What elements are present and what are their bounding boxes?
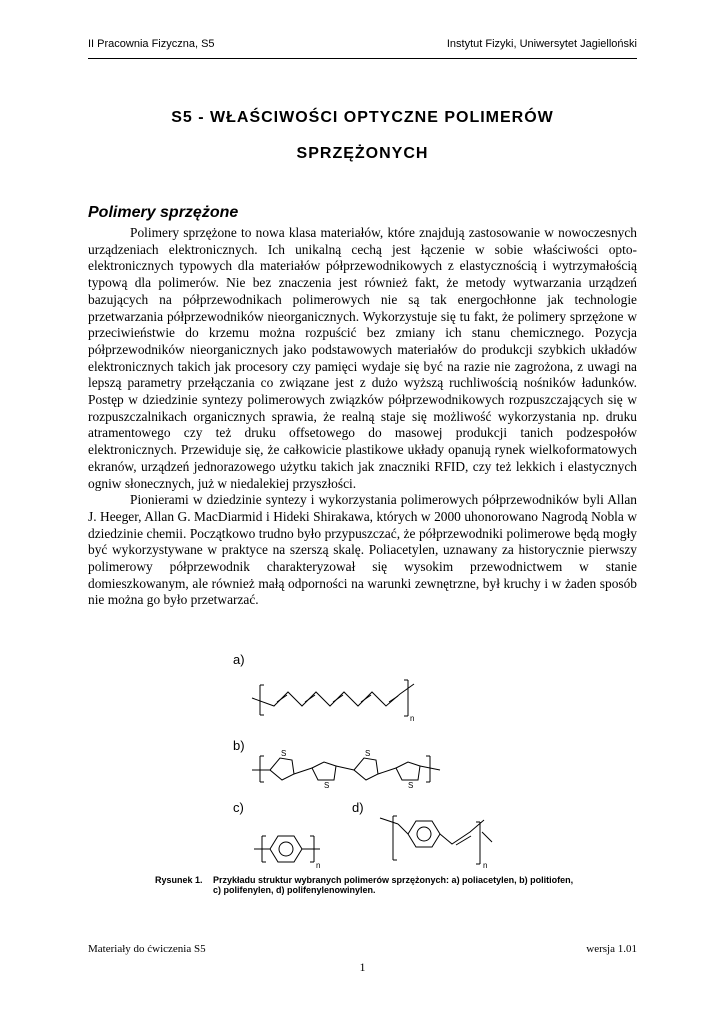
subscript-n-c: n (316, 861, 321, 870)
section-heading: Polimery sprzężone (88, 204, 239, 221)
structure-drawings (230, 650, 510, 875)
footer-right: wersja 1.01 (586, 943, 637, 955)
title-line-2: SPRZĘŻONYCH (296, 145, 429, 162)
body-text (88, 225, 637, 609)
caption-text: Przykładu struktur wybranych polimerów sprzężonych: a) poliacetylen, b) politiofen, c) polifenylen, d) polifenylenowinylen. (213, 875, 574, 895)
header-divider (88, 58, 637, 59)
page-footer (88, 943, 637, 955)
paragraph-1: Polimery sprzężone to nowa klasa materiałów, które znajdują zastosowanie w nowoczesnych urządzeniach elektronicznych. Ich unikalną cechą jest łączenie w sobie właściwości opto-elektronicznych typowych dla materiałów półprzewodnikowych z elastycznością i wytrzymałością typową dla polimerów. Nie bez znaczenia jest również fakt, że metody wytwarzania urządzeń bazujących na półprzewodnikach polimerowych nie są tak energochłonne jak technologie przetwarzania półprzewodników nieorganicznych. Wykorzystuje się tu fakt, że polimery sprzężone w przeciwieństwie do krzemu można rozpuścić bez zmiany ich stanu chemicznego. Pozycja półprzewodników nieorganicznych jako podstawowych materiałów do produkcji szybkich układów elektronicznych takich jak procesory czy pamięci wydaje się być na razie nie zagrożona, z uwagi na lepszą parametry przełączania co związane jest z dużo wyższą ruchliwością nośników ładunków. Postęp w dziedzinie syntezy polimerowych związków półprzewodnikowych rozpuszczających się w rozpuszczalnikach organicznych sprawia, że realną staje się możliwość wykorzystania np. druku atramentowego czy też druku offsetowego do masowej produkcji tanich podzespołów elektronicznych. Przewiduje się, że całkowicie plastikowe układy opanują rynek wielkoformatowych ekranów, urządzeń jednorazowego użytku takich jak znaczniki RFID, czy też lekkich i elastycznych ogniw słonecznych, już w niedalekiej przyszłości. (88, 225, 637, 491)
figure-polymer-structures (230, 650, 510, 875)
document-title (88, 100, 637, 172)
subscript-n-d: n (483, 861, 488, 870)
title-line-1: S5 - WŁAŚCIWOŚCI OPTYCZNE POLIMERÓW (171, 109, 554, 126)
figure-label-d: d) (352, 800, 364, 815)
polythiophene-structure (252, 749, 440, 790)
figure-label-a: a) (233, 652, 245, 667)
polyacetylene-structure (252, 680, 414, 723)
header-right: Instytut Fizyki, Uniwersytet Jagielloński (446, 38, 637, 50)
polyphenylene-structure (254, 836, 320, 870)
figure-label-c: c) (233, 800, 244, 815)
caption-label: Rysunek 1. (155, 875, 203, 885)
page-header (88, 38, 637, 50)
header-left: II Pracownia Fizyczna, S5 (88, 38, 215, 50)
figure-caption (155, 875, 575, 895)
ppv-structure (380, 816, 492, 870)
subscript-n-a: n (410, 714, 415, 723)
sulfur-label-2: S (324, 781, 330, 790)
sulfur-label-4: S (408, 781, 414, 790)
sulfur-label-3: S (365, 749, 371, 758)
paragraph-2: Pionierami w dziedzinie syntezy i wykorzystania polimerowych półprzewodników byli Allan J. Heeger, Allan G. MacDiarmid i Hideki Shirakawa, których w 2000 uhonorowano Nagrodą Nobla w dziedzinie chemii. Początkowo trudno było przypuszczać, że półprzewodniki polimerowe będą mogły być wykorzystywane w praktyce na szerszą skalę. Poliacetylen, uznawany za historycznie pierwszy polimerowy półprzewodnik charakteryzował się wysokim przewodnictwem w stanie domieszkowanym, ale również małą odporności na warunki zewnętrzne, był kruchy i w żaden sposób nie można go było przetwarzać. (88, 492, 637, 608)
footer-left: Materiały do ćwiczenia S5 (88, 943, 206, 955)
page-number: 1 (359, 960, 366, 974)
figure-label-b: b) (233, 738, 245, 753)
sulfur-label-1: S (281, 749, 287, 758)
